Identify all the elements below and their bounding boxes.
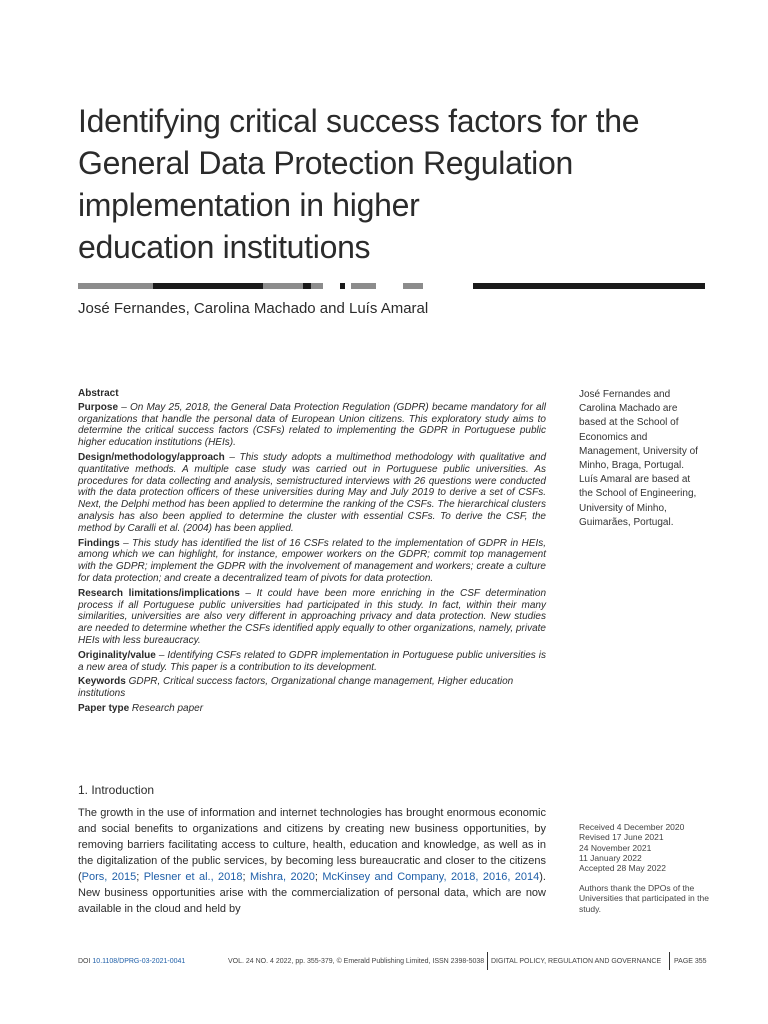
affiliation-line: the School of Engineering, — [579, 488, 697, 500]
citation-link[interactable]: McKinsey and Company, 2018, 2016, 2014 — [322, 871, 540, 883]
affiliation-line: Economics and — [579, 431, 648, 443]
affiliation-line: Carolina Machado are — [579, 403, 678, 415]
introduction-heading: 1. Introduction — [78, 783, 155, 797]
abstract — [78, 388, 546, 718]
submission-dates — [579, 822, 684, 873]
affiliation-line: Management, University of — [579, 445, 698, 457]
citation-link[interactable]: Pors, 2015 — [81, 871, 137, 883]
acknowledgement: Authors thank the DPOs of the Universities that participated in the study. — [579, 883, 709, 914]
affiliation-line: University of Minho, — [579, 502, 667, 514]
title-line: General Data Protection Regulation — [78, 145, 573, 181]
title-line: education institutions — [78, 229, 371, 265]
citation-link[interactable]: Plesner et al., 2018 — [143, 871, 243, 883]
date-line: 11 January 2022 — [579, 852, 642, 863]
citation-link[interactable]: Mishra, 2020 — [249, 871, 315, 883]
affiliation-line: based at the School of — [579, 417, 679, 429]
footer-divider — [669, 952, 670, 970]
footer-volume: VOL. 24 NO. 4 2022, pp. 355-379, © Emerald Publishing Limited, ISSN 2398-5038 — [228, 958, 485, 965]
footer-page: PAGE 355 — [674, 958, 707, 965]
abstract-limitations: Research limitations/implications – It could have been more enriching in the CSF determination process if all Portuguese public universities had participated in this study. In fact, within their many similarities, universities are also very different in approaching privacy and data protection. New studies are needed to determine whether the CSFs identified apply equally to other organizations, namely, private HEIs with less bureaucracy. — [78, 587, 547, 646]
authors: José Fernandes, Carolina Machado and Luís Amaral — [78, 300, 429, 317]
article-title — [78, 100, 718, 268]
date-line: Revised 17 June 2021 — [579, 832, 664, 843]
title-line: implementation in higher — [78, 187, 420, 223]
affiliation-line: Guimarães, Portugal. — [579, 516, 674, 528]
abstract-findings: Findings – This study has identified the list of 16 CSFs related to the implementation of GDPR in HEIs, among which we can highlight, for instance, empower workers on the GDPR; commit top management with the GDPR; implement the GDPR with the involvement of management and workers; create a culture for data protection; and create a decentralized team of pivots for data protection. — [78, 537, 547, 584]
title-line: Identifying critical success factors for the — [78, 103, 640, 139]
introduction-paragraph: The growth in the use of information and internet technologies has brought enormous economic and social benefits to organizations and citizens by creating new business opportunities, by removing barriers facilitating access to culture, health, education and knowledge, as well as in the digitalization of the public services, by becoming less bureaucratic and closer to the citizens (Pors, 2015; Plesner et al., 2018; Mishra, 2020; McKinsey and Company, 2018, 2016, 2014). New business opportunities arise with the commercialization of personal data, which are now available in the cloud and held by — [78, 807, 546, 915]
author-affiliations — [579, 388, 729, 530]
abstract-purpose: Purpose – On May 25, 2018, the General Data Protection Regulation (GDPR) became mandatory for all organizations that handle the personal data of European Union citizens. This exploratory study aims to determine the critical success factors (CSFs) related to implementing the GDPR in Portuguese public higher education institutions (HEIs). — [78, 401, 546, 449]
affiliation-line: José Fernandes and — [579, 389, 671, 400]
affiliation-line: Luís Amaral are based at — [579, 474, 691, 486]
footer-journal: DIGITAL POLICY, REGULATION AND GOVERNANCE — [491, 958, 662, 965]
date-line: Accepted 28 May 2022 — [579, 863, 666, 874]
doi-link[interactable]: 10.1108/DPRG-03-2021-0041 — [92, 958, 186, 965]
abstract-heading: Abstract — [78, 388, 119, 399]
abstract-design: Design/methodology/approach – This study adopts a multimethod methodology with qualitative and quantitative methods. A multiple case study was carried out in Portuguese public universities. As procedures for data collecting and analysis, semistructured interviews with 26 questions were conducted with the data protection officers of these universities during May and July 2019 to derive a set of CSFs. Next, the Delphi method has been applied to determine the ranking of the CSFs. The hierarchical clusters analysis has also been applied to determine the cluster with essential CSFs. To derive the CSF, the method by Caralli et al. (2004) has been applied. — [78, 451, 547, 534]
title-rule — [78, 283, 705, 289]
footer-divider — [487, 952, 488, 970]
footer-doi: DOI 10.1108/DPRG-03-2021-0041 — [78, 958, 186, 965]
date-line: Received 4 December 2020 — [579, 822, 685, 832]
date-line: 24 November 2021 — [579, 842, 652, 853]
abstract-paper-type: Paper type Research paper — [78, 702, 204, 714]
abstract-keywords: Keywords GDPR, Critical success factors, Organizational change management, Higher education institutions — [78, 676, 514, 700]
abstract-originality: Originality/value – Identifying CSFs related to GDPR implementation in Portuguese public universities is a new area of study. This paper is a contribution to its development. — [78, 649, 546, 673]
affiliation-line: Minho, Braga, Portugal. — [579, 460, 685, 472]
